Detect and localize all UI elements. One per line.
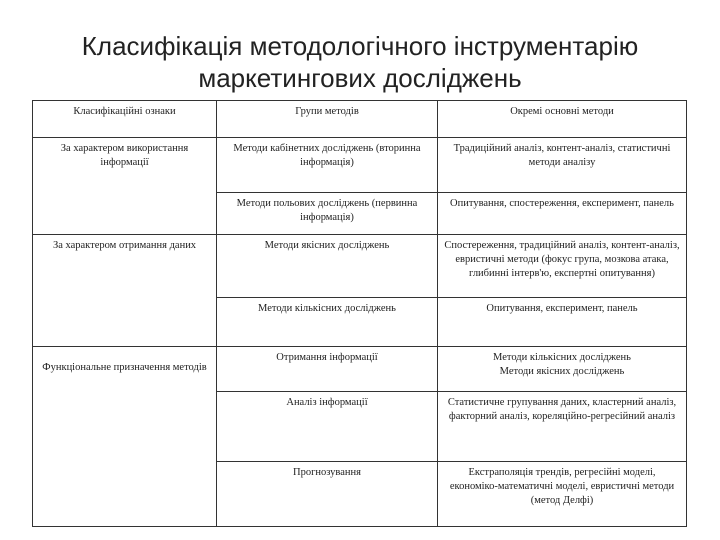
page-title — [0, 30, 720, 94]
table-row — [33, 392, 687, 462]
group-cell: Прогнозування — [217, 462, 438, 527]
methods-cell: Спостереження, традиційний аналіз, контент-аналіз, евристичні методи (фокус група, мозкова атака, глибинні інтерв'ю, експертні опитування) — [438, 235, 687, 298]
group-cell: Методи польових досліджень (первинна інформація) — [217, 193, 438, 235]
table-row — [33, 298, 687, 347]
group-cell: Аналіз інформації — [217, 392, 438, 462]
feature-cell-empty — [33, 298, 217, 347]
table-row — [33, 193, 687, 235]
table-row — [33, 138, 687, 193]
group-cell: Методи якісних досліджень — [217, 235, 438, 298]
methods-cell: Опитування, спостереження, експеримент, панель — [438, 193, 687, 235]
header-groups: Групи методів — [217, 101, 438, 138]
table-row — [33, 347, 687, 392]
group-cell: Методи кабінетних досліджень (вторинна інформація) — [217, 138, 438, 193]
feature-cell-empty — [33, 462, 217, 527]
group-cell: Отримання інформації — [217, 347, 438, 392]
methods-line: Методи кількісних досліджень — [493, 352, 631, 363]
group-cell: Методи кількісних досліджень — [217, 298, 438, 347]
methods-cell: Екстраполяція трендів, регресійні моделі, економіко-математичні моделі, евристичні методи (метод Делфі) — [438, 462, 687, 527]
classification-table — [32, 100, 687, 527]
feature-cell: За характером отримання даних — [33, 235, 217, 298]
table-row — [33, 462, 687, 527]
table-header-row — [33, 101, 687, 138]
title-line-1: Класифікація методологічного інструментарію — [81, 31, 639, 61]
title-line-2: маркетингових досліджень — [198, 63, 522, 93]
methods-cell — [438, 347, 687, 392]
feature-cell-empty — [33, 193, 217, 235]
feature-cell: За характером використання інформації — [33, 138, 217, 193]
methods-cell: Статистичне групування даних, кластерний аналіз, факторний аналіз, кореляційно-регресійний аналіз — [438, 392, 687, 462]
header-methods: Окремі основні методи — [438, 101, 687, 138]
methods-cell: Традиційний аналіз, контент-аналіз, статистичні методи аналізу — [438, 138, 687, 193]
feature-cell: Функціональне призначення методів — [33, 347, 217, 392]
table-row — [33, 235, 687, 298]
header-features: Класифікаційні ознаки — [33, 101, 217, 138]
feature-cell-empty — [33, 392, 217, 462]
methods-line: Методи якісних досліджень — [499, 366, 625, 377]
methods-cell: Опитування, експеримент, панель — [438, 298, 687, 347]
